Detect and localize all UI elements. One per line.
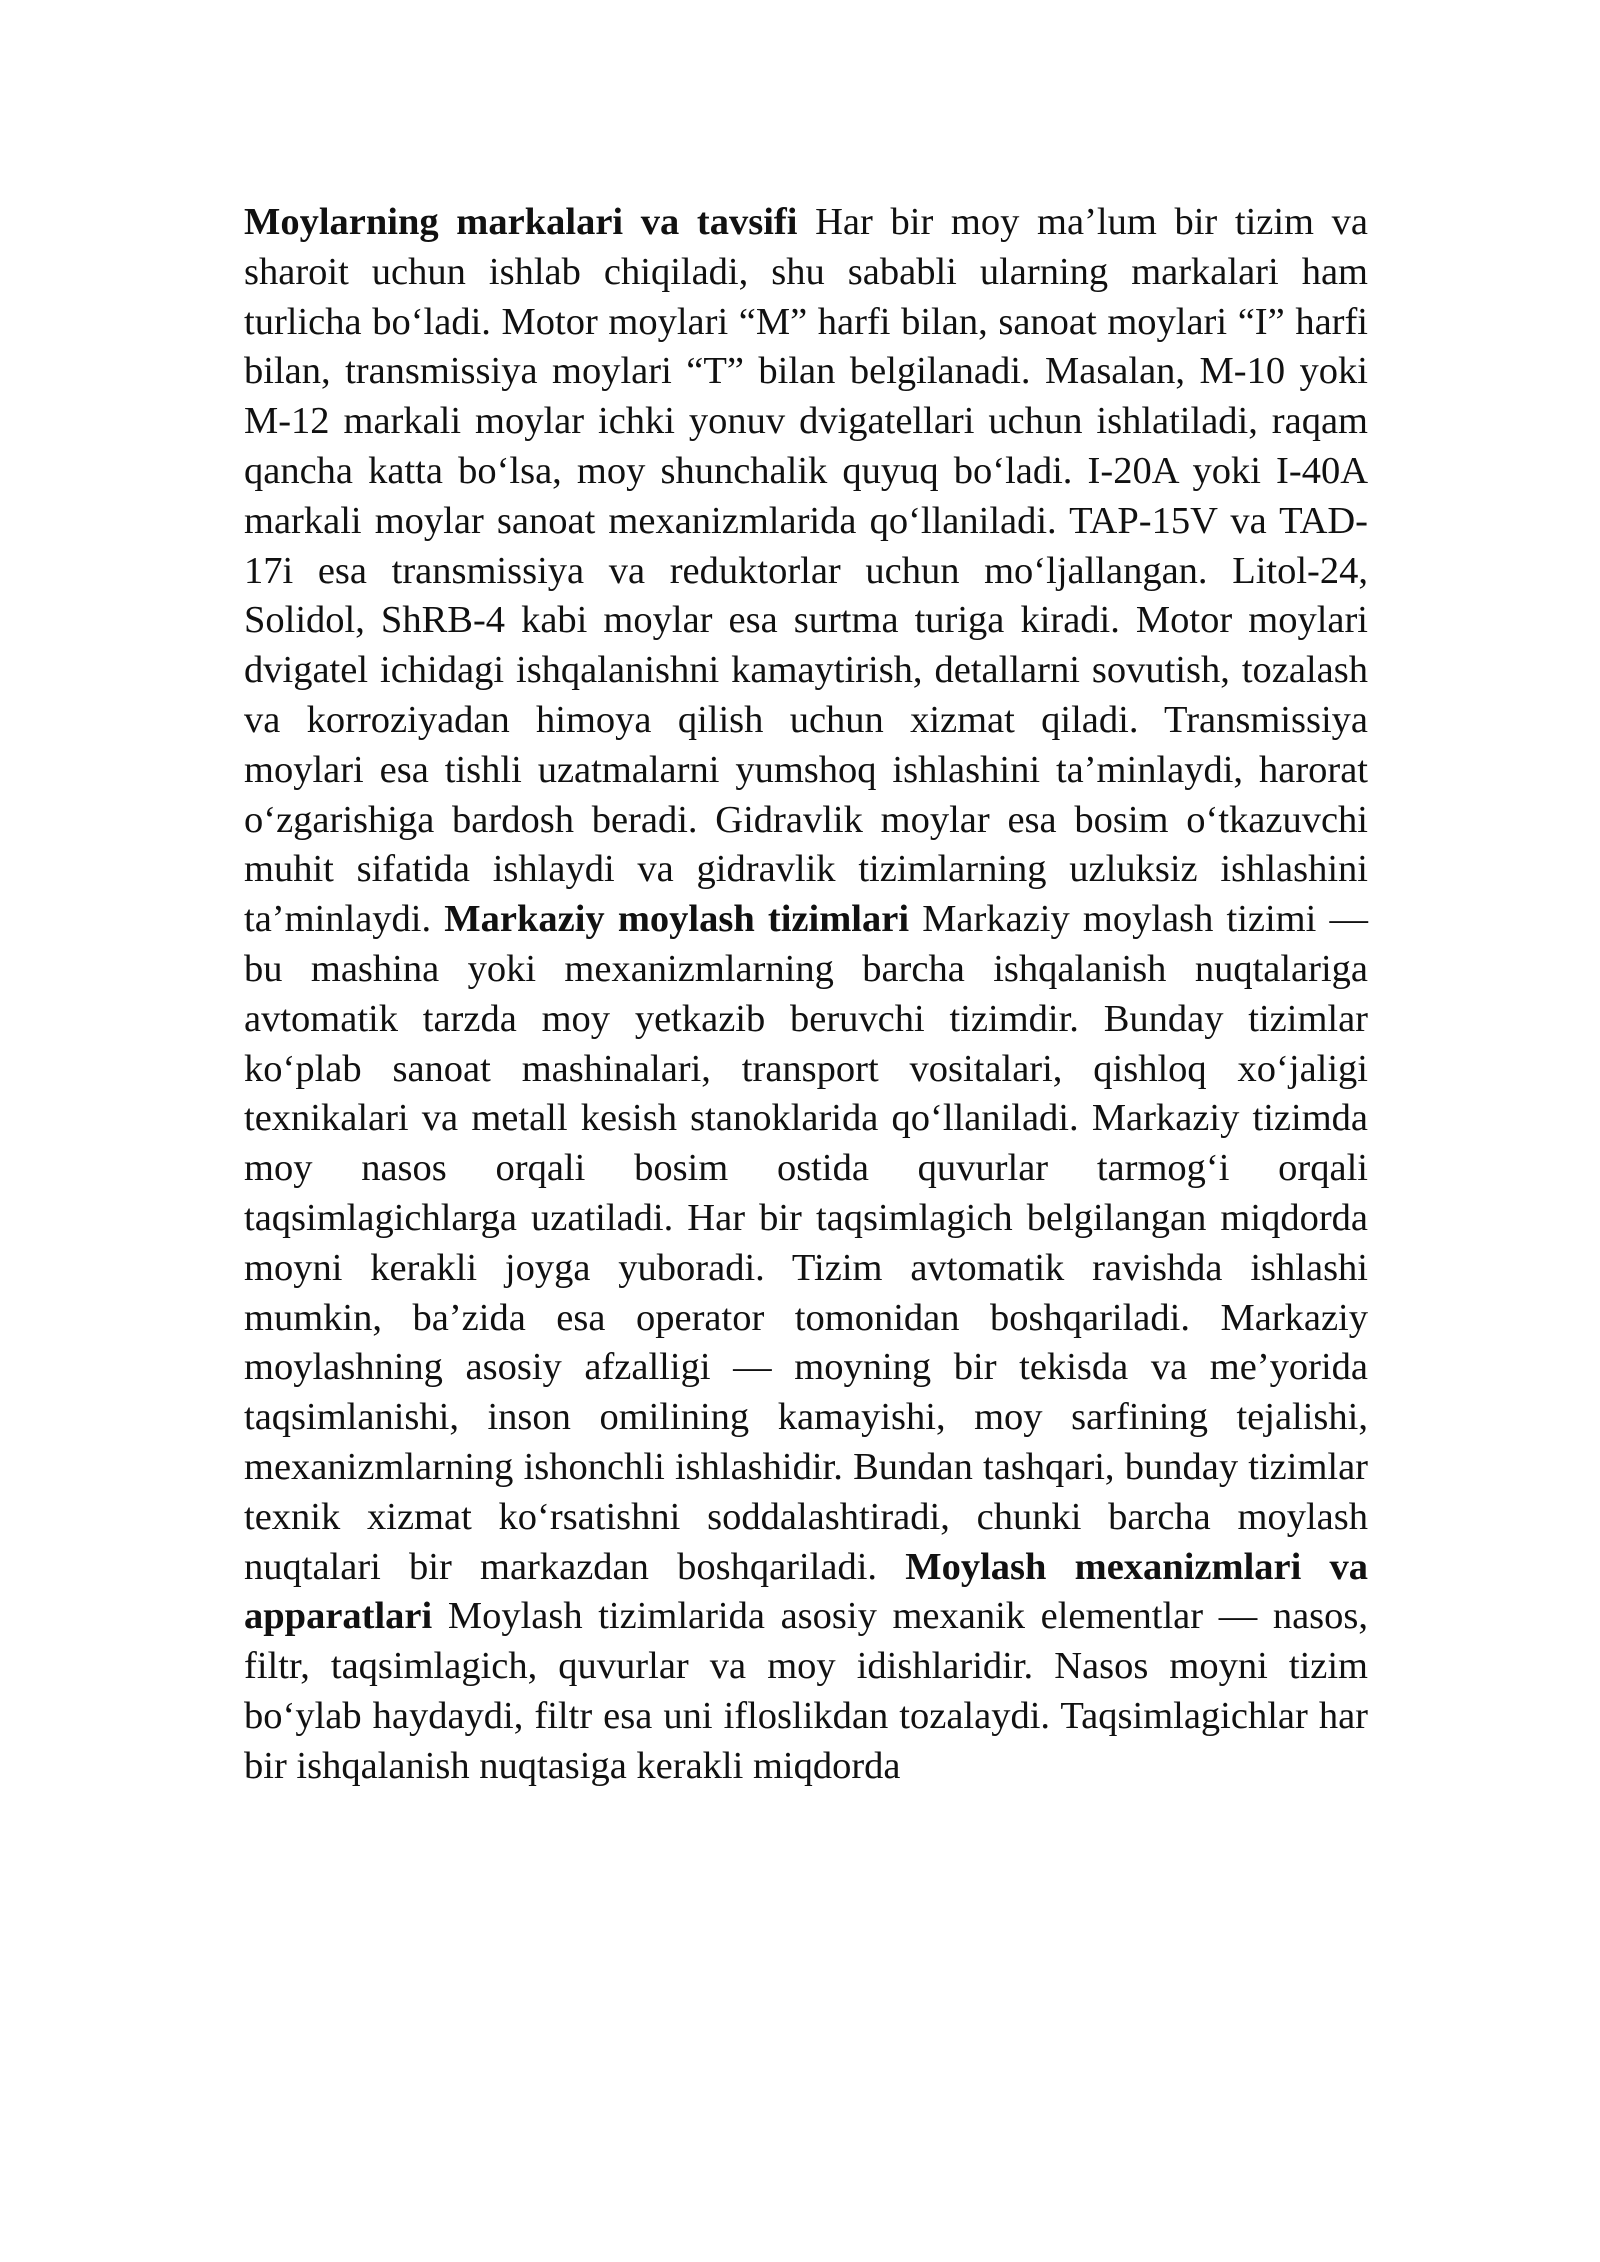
- section-heading-lubrication-mechanisms: Moylash mexanizmlari va apparatlari: [244, 1545, 1369, 1638]
- section-text-central-lubrication: Markaziy moylash tizimi — bu mashina yoki mexanizmlarning barcha ishqalanish nuqtalariga avtomatik tarzda moy yetkazib beruvchi tizimdir. Bunday tizimlar ko‘plab sanoat mashinalari, transport vositalari, qishloq xo‘jaligi texnikalari va metall kesish stanoklarida qo‘llaniladi. Markaziy tizimda moy nasos orqali bosim ostida quvurlar tarmog‘i orqali taqsimlagichlarga uzatiladi. Har bir taqsimlagich belgilangan miqdorda moyni kerakli joyga yuboradi. Tizim avtomatik ravishda ishlashi mumkin, ba’zida esa operator tomonidan boshqariladi. Markaziy moylashning asosiy afzalligi — moyning bir tekisda va me’yorida taqsimlanishi, inson omilining kamayishi, moy sarfining tejalishi, mexanizmlarning ishonchli ishlashidir. Bundan tashqari, bunday tizimlar texnik xizmat ko‘rsatishni soddalashtiradi, chunki barcha moylash nuqtalari bir markazdan boshqariladi.: [244, 898, 1368, 1588]
- section-text-lubrication-mechanisms: Moylash tizimlarida asosiy mexanik elementlar — nasos, filtr, taqsimlagich, quvurlar va moy idishlaridir. Nasos moyni tizim bo‘ylab haydaydi, filtr esa uni ifloslikdan tozalaydi. Taqsimlagichlar har bir ishqalanish nuqtasiga kerakli miqdorda: [244, 1595, 1368, 1787]
- section-text-lubricant-grades: Har bir moy ma’lum bir tizim va sharoit uchun ishlab chiqiladi, shu sababli ularning markalari ham turlicha bo‘ladi. Motor moylari “M” harfi bilan, sanoat moylari “I” harfi bilan, transmissiya moylari “T” bilan belgilanadi. Masalan, M-10 yoki M-12 markali moylar ichki yonuv dvigatellari uchun ishlatiladi, raqam qancha katta bo‘lsa, moy shunchalik quyuq bo‘ladi. I-20A yoki I-40A markali moylar sanoat mexanizmlarida qo‘llaniladi. TAP-15V va TAD-17i esa transmissiya va reduktorlar uchun mo‘ljallangan. Litol-24, Solidol, ShRB-4 kabi moylar esa surtma turiga kiradi. Motor moylari dvigatel ichidagi ishqalanishni kamaytirish, detallarni sovutish, tozalash va korroziyadan himoya qilish uchun xizmat qiladi. Transmissiya moylari esa tishli uzatmalarni yumshoq ishlashini ta’minlaydi, harorat o‘zgarishiga bardosh beradi. Gidravlik moylar esa bosim o‘tkazuvchi muhit sifatida ishlaydi va gidravlik tizimlarning uzluksiz ishlashini ta’minlaydi.: [244, 201, 1369, 941]
- section-heading-central-lubrication: Markaziy moylash tizimlari: [444, 898, 910, 941]
- document-body: [244, 198, 1368, 1792]
- document-paragraph: [244, 198, 1368, 1792]
- section-heading-lubricant-grades: Moylarning markalari va tavsifi: [244, 201, 798, 243]
